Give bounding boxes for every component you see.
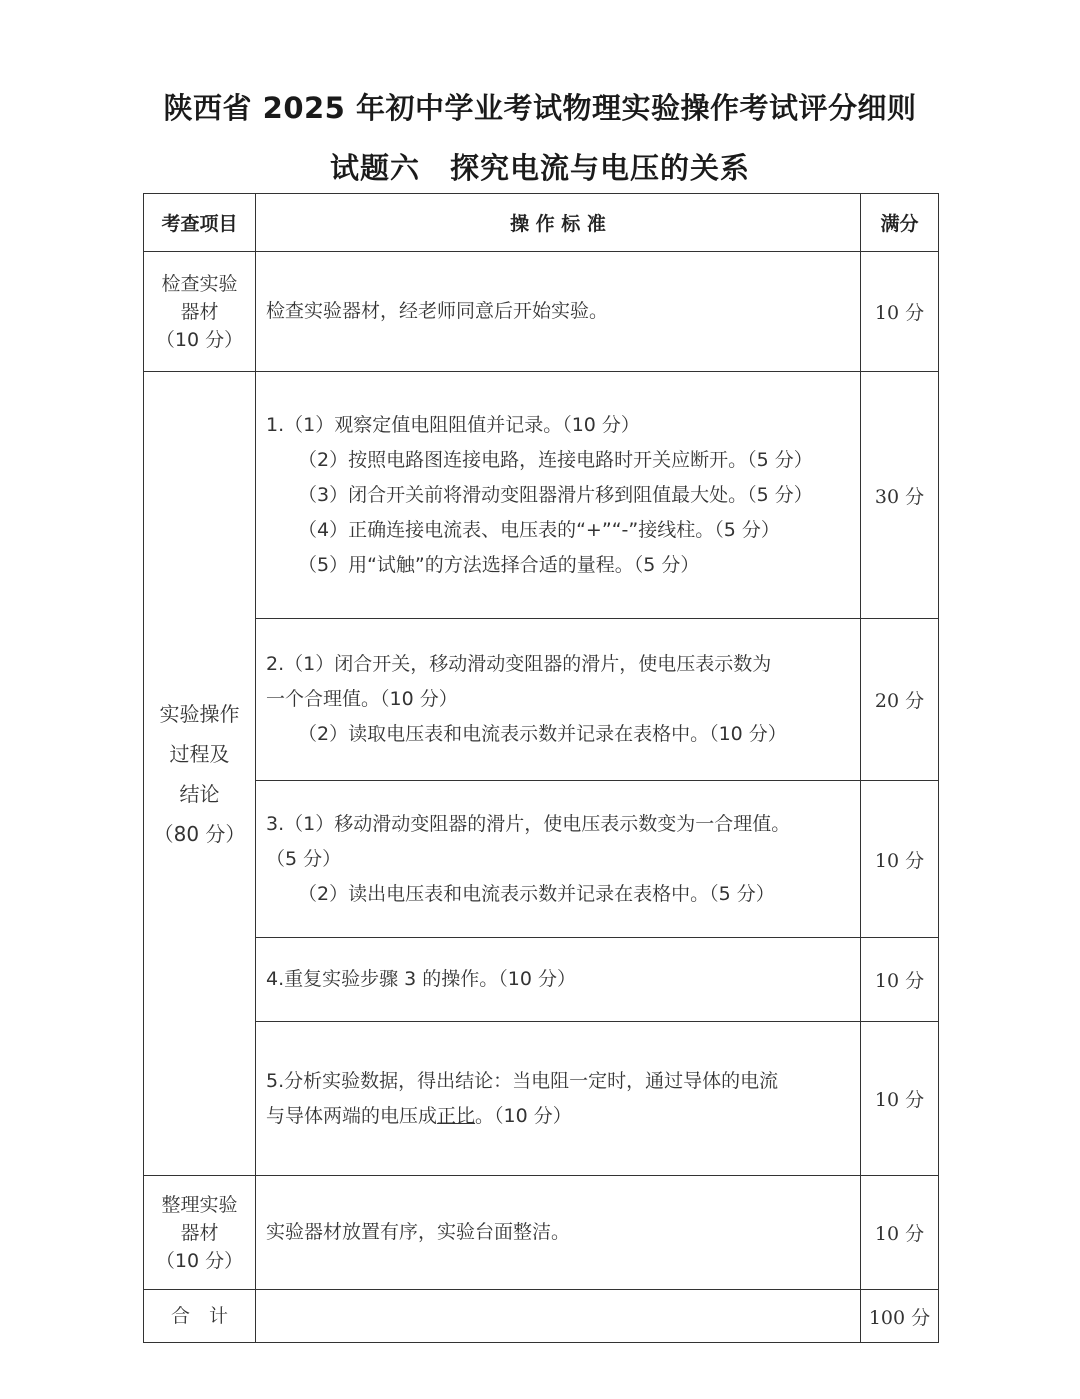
standard-text: 与导体两端的电压成 [266,1104,438,1127]
standard-line: （2）按照电路图连接电路，连接电路时开关应断开。（5 分） [298,448,813,471]
category-cell [144,372,256,1176]
category-line: （10 分） [155,1249,244,1272]
category-line: 检查实验 [161,272,238,295]
standard-text: 。（10 分） [475,1104,572,1127]
score-cell: 10 分 [861,781,939,938]
underlined-answer: 正比 [437,1104,476,1127]
table-row [144,1022,939,1176]
category-cell [144,252,256,372]
page-subtitle: 试题六 探究电流与电压的关系 [329,151,750,185]
standard-line: 3.（1）移动滑动变阻器的滑片，使电压表示数变为一合理值。 [266,812,791,835]
standard-line: 1.（1）观察定值电阻阻值并记录。（10 分） [266,413,640,436]
standard-cell [256,1176,861,1290]
category-cell [144,1176,256,1290]
header-item: 考查项目 [144,194,256,252]
table-row [144,938,939,1022]
standard-cell [256,781,861,938]
score-cell: 10 分 [861,252,939,372]
category-line: 实验操作 [159,701,240,726]
standard-cell [256,938,861,1022]
table-row [144,619,939,781]
standard-line: 一个合理值。（10 分） [266,688,458,710]
table-row [144,252,939,372]
standard-line: 4.重复实验步骤 3 的操作。（10 分） [266,968,577,990]
score-cell: 30 分 [861,372,939,619]
header-score: 满分 [861,194,939,252]
category-line: （80 分） [153,821,246,846]
standard-line [266,1099,852,1134]
total-label: 合 计 [144,1290,256,1343]
standard-cell [256,619,861,781]
standard-cell [256,252,861,372]
score-cell: 20 分 [861,619,939,781]
standard-line: （2）读出电压表和电流表示数并记录在表格中。（5 分） [298,882,775,905]
page-title: 陕西省 2025 年初中学业考试物理实验操作考试评分细则 [163,91,917,125]
table-row [144,372,939,619]
scoring-table [143,193,939,1343]
standard-line: （5）用“试触”的方法选择合适的量程。（5 分） [298,553,700,576]
category-line: 器材 [180,300,219,323]
standard-line: 实验器材放置有序，实验台面整洁。 [266,1221,571,1243]
standard-line: （3）闭合开关前将滑动变阻器滑片移到阻值最大处。（5 分） [298,483,813,506]
table-header-row [144,194,939,252]
standard-cell [256,1022,861,1176]
total-standard [256,1290,861,1343]
standard-line: 5.分析实验数据，得出结论：当电阻一定时，通过导体的电流 [266,1069,779,1092]
standard-line: （4）正确连接电流表、电压表的“+”“-”接线柱。（5 分） [298,518,780,541]
score-cell: 10 分 [861,1022,939,1176]
total-score: 100 分 [861,1290,939,1343]
standard-line: 2.（1）闭合开关，移动滑动变阻器的滑片，使电压表示数为 [266,653,772,675]
standard-line: （2）读取电压表和电流表示数并记录在表格中。（10 分） [298,723,787,745]
table-row [144,1176,939,1290]
standard-line: （5 分） [266,847,342,870]
score-cell: 10 分 [861,938,939,1022]
table-row [144,781,939,938]
category-line: 整理实验 [161,1193,238,1216]
header-standard: 操 作 标 准 [256,194,861,252]
category-line: （10 分） [155,328,244,351]
category-line: 过程及 [169,741,230,766]
score-cell: 10 分 [861,1176,939,1290]
standard-line: 检查实验器材，经老师同意后开始实验。 [266,300,609,322]
standard-cell [256,372,861,619]
total-row [144,1290,939,1343]
category-line: 器材 [180,1221,219,1244]
category-line: 结论 [179,781,220,806]
